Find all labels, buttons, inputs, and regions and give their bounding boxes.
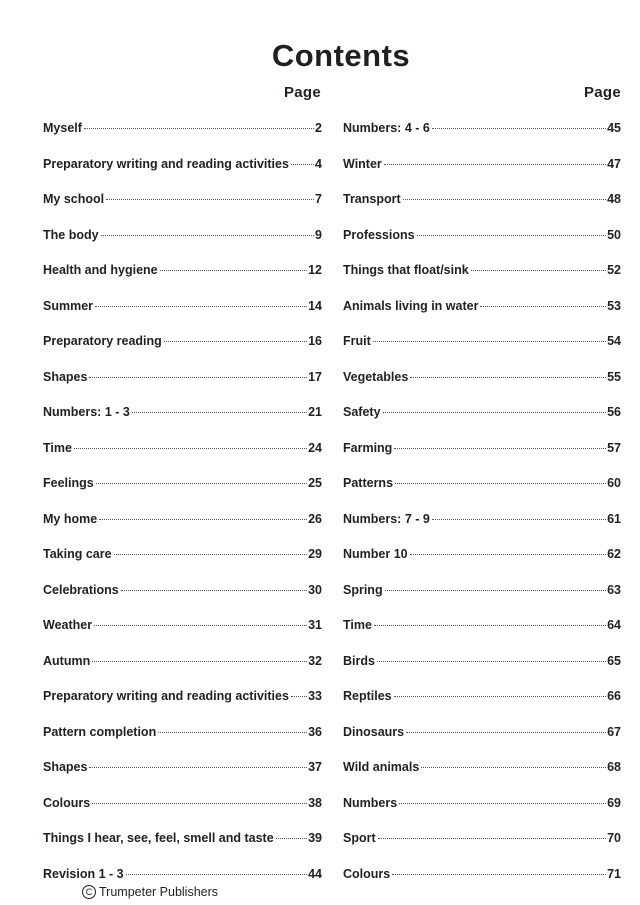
page-title: Contents — [271, 38, 411, 73]
entry-page-number: 48 — [607, 192, 621, 206]
entry-title: Colours — [43, 795, 91, 810]
entry-page-number: 30 — [308, 582, 322, 597]
entry-page-number: 29 — [308, 547, 322, 561]
dot-leader — [99, 519, 307, 520]
contents-entry — [43, 547, 322, 583]
dot-leader — [378, 838, 606, 839]
dot-leader — [291, 164, 314, 165]
entry-page-number: 7 — [315, 192, 322, 206]
entry-page-number: 26 — [308, 511, 322, 526]
contents-entry — [43, 618, 322, 654]
dot-leader — [410, 377, 606, 378]
contents-entry — [343, 725, 621, 761]
contents-entry — [43, 689, 322, 725]
entry-title: Sport — [343, 831, 376, 845]
dot-leader — [392, 874, 606, 875]
entry-title: Animals living in water — [343, 298, 479, 313]
entry-page-number: 60 — [607, 476, 621, 490]
contents-entry — [43, 405, 322, 441]
dot-leader — [291, 696, 307, 697]
entry-title: The body — [43, 227, 99, 242]
entry-title: Health and hygiene — [43, 263, 158, 277]
entry-title: Pattern completion — [43, 724, 157, 739]
contents-entry — [43, 831, 322, 867]
entry-page-number: 54 — [607, 334, 621, 348]
contents-entry — [343, 157, 621, 193]
contents-entry — [43, 512, 322, 548]
contents-entry — [343, 867, 621, 903]
publisher-name: Trumpeter Publishers — [99, 885, 219, 899]
dot-leader — [92, 803, 307, 804]
entry-page-number: 45 — [607, 121, 621, 135]
dot-leader — [432, 519, 606, 520]
entry-title: Dinosaurs — [343, 724, 405, 739]
dot-leader — [417, 235, 607, 236]
contents-entry — [43, 192, 322, 228]
contents-entry — [343, 760, 621, 796]
entry-title: Shapes — [43, 369, 88, 384]
entry-page-number: 65 — [607, 653, 621, 668]
entry-page-number: 14 — [308, 298, 322, 313]
entry-title: Professions — [343, 227, 415, 242]
entry-page-number: 52 — [607, 263, 621, 277]
footer — [82, 885, 218, 899]
entry-title: Things I hear, see, feel, smell and taste — [43, 831, 274, 845]
dot-leader — [432, 128, 606, 129]
entry-title: Preparatory writing and reading activities — [43, 689, 289, 703]
entry-page-number: 16 — [308, 334, 322, 348]
contents-entry — [343, 441, 621, 477]
dot-leader — [160, 270, 307, 271]
entry-title: Time — [343, 618, 372, 632]
entry-page-number: 67 — [607, 724, 621, 739]
contents-entry — [43, 760, 322, 796]
dot-leader — [374, 625, 606, 626]
dot-leader — [106, 199, 314, 200]
entry-title: Number 10 — [343, 547, 408, 561]
contents-entry — [343, 796, 621, 832]
contents-entry — [43, 121, 322, 157]
entry-page-number: 55 — [607, 369, 621, 384]
contents-entry — [343, 654, 621, 690]
entry-page-number: 64 — [607, 618, 621, 632]
contents-entry — [43, 370, 322, 406]
dot-leader — [377, 661, 606, 662]
entry-page-number: 32 — [308, 653, 322, 668]
dot-leader — [373, 341, 606, 342]
dot-leader — [92, 661, 307, 662]
dot-leader — [84, 128, 314, 129]
entry-page-number: 53 — [607, 298, 621, 313]
contents-entry — [343, 831, 621, 867]
dot-leader — [406, 732, 606, 733]
entry-page-number: 71 — [607, 866, 621, 881]
dot-leader — [471, 270, 606, 271]
dot-leader — [96, 483, 307, 484]
entry-title: Time — [43, 440, 72, 455]
contents-entry — [43, 334, 322, 370]
page-column-header-right: Page — [583, 84, 621, 101]
entry-page-number: 37 — [308, 760, 322, 774]
contents-entry — [343, 689, 621, 725]
entry-page-number: 68 — [607, 760, 621, 774]
contents-entry — [43, 796, 322, 832]
entry-page-number: 39 — [308, 831, 322, 845]
contents-entry — [343, 618, 621, 654]
contents-entry — [43, 583, 322, 619]
copyright-icon: C — [82, 885, 96, 899]
entry-title: Preparatory writing and reading activities — [43, 156, 289, 171]
dot-leader — [399, 803, 606, 804]
entry-title: Numbers: 4 - 6 — [343, 121, 430, 135]
entry-title: Colours — [343, 866, 391, 881]
contents-entry — [43, 654, 322, 690]
entry-page-number: 21 — [308, 405, 322, 419]
dot-leader — [276, 838, 307, 839]
entry-title: Autumn — [43, 653, 91, 668]
entry-title: Transport — [343, 192, 401, 206]
dot-leader — [95, 306, 307, 307]
entry-title: Revision 1 - 3 — [43, 866, 124, 881]
dot-leader — [383, 412, 607, 413]
dot-leader — [394, 696, 606, 697]
dot-leader — [384, 164, 606, 165]
entry-title: My school — [43, 192, 105, 206]
dot-leader — [158, 732, 307, 733]
entry-page-number: 50 — [607, 227, 621, 242]
entry-page-number: 12 — [308, 263, 322, 277]
contents-entry — [343, 476, 621, 512]
entry-page-number: 69 — [607, 795, 621, 810]
dot-leader — [132, 412, 307, 413]
dot-leader — [385, 590, 607, 591]
page-column-header-left: Page — [283, 84, 321, 101]
contents-entry — [343, 370, 621, 406]
dot-leader — [421, 767, 606, 768]
entry-title: Numbers: 7 - 9 — [343, 511, 430, 526]
entry-title: Vegetables — [343, 369, 409, 384]
contents-column-left — [43, 121, 322, 902]
entry-page-number: 44 — [308, 866, 322, 881]
dot-leader — [126, 874, 308, 875]
entry-title: Safety — [343, 405, 381, 419]
entry-title: Taking care — [43, 547, 112, 561]
entry-page-number: 57 — [607, 440, 621, 455]
entry-page-number: 33 — [308, 689, 322, 703]
contents-entry — [343, 121, 621, 157]
dot-leader — [101, 235, 314, 236]
entry-page-number: 9 — [315, 227, 322, 242]
dot-leader — [394, 448, 606, 449]
contents-entry — [343, 228, 621, 264]
entry-title: Weather — [43, 618, 93, 632]
dot-leader — [94, 625, 307, 626]
entry-title: Winter — [343, 156, 382, 171]
contents-entry — [343, 299, 621, 335]
contents-entry — [43, 441, 322, 477]
entry-title: Shapes — [43, 760, 88, 774]
contents-entry — [343, 512, 621, 548]
contents-column-right — [343, 121, 621, 902]
contents-entry — [43, 263, 322, 299]
entry-title: Feelings — [43, 476, 94, 490]
entry-title: My home — [43, 511, 98, 526]
entry-title: Spring — [343, 582, 383, 597]
entry-title: Numbers: 1 - 3 — [43, 405, 130, 419]
entry-title: Celebrations — [43, 582, 119, 597]
contents-entry — [343, 547, 621, 583]
entry-page-number: 62 — [607, 547, 621, 561]
entry-page-number: 63 — [607, 582, 621, 597]
dot-leader — [89, 377, 307, 378]
contents-entry — [343, 405, 621, 441]
contents-entry — [43, 725, 322, 761]
contents-entry — [343, 334, 621, 370]
entry-page-number: 36 — [308, 724, 322, 739]
entry-title: Patterns — [343, 476, 394, 490]
dot-leader — [114, 554, 308, 555]
entry-page-number: 31 — [308, 618, 322, 632]
entry-title: Preparatory reading — [43, 334, 162, 348]
dot-leader — [410, 554, 606, 555]
entry-page-number: 47 — [607, 156, 621, 171]
dot-leader — [480, 306, 606, 307]
contents-entry — [343, 192, 621, 228]
dot-leader — [89, 767, 307, 768]
entry-title: Farming — [343, 440, 393, 455]
contents-entry — [43, 157, 322, 193]
entry-page-number: 38 — [308, 795, 322, 810]
entry-page-number: 70 — [607, 831, 621, 845]
entry-title: Myself — [43, 121, 82, 135]
contents-entry — [43, 299, 322, 335]
entry-title: Birds — [343, 653, 375, 668]
entry-page-number: 4 — [315, 156, 322, 171]
contents-entry — [43, 476, 322, 512]
dot-leader — [395, 483, 606, 484]
entry-page-number: 56 — [607, 405, 621, 419]
contents-entry — [343, 263, 621, 299]
entry-title: Things that float/sink — [343, 263, 469, 277]
dot-leader — [121, 590, 307, 591]
contents-entry — [43, 228, 322, 264]
contents-entry — [343, 583, 621, 619]
entry-title: Summer — [43, 298, 94, 313]
entry-page-number: 66 — [607, 689, 621, 703]
entry-page-number: 61 — [607, 511, 621, 526]
entry-title: Numbers — [343, 795, 398, 810]
dot-leader — [403, 199, 606, 200]
entry-page-number: 2 — [315, 121, 322, 135]
entry-page-number: 17 — [308, 369, 322, 384]
entry-page-number: 24 — [308, 440, 322, 455]
entry-title: Fruit — [343, 334, 371, 348]
dot-leader — [164, 341, 307, 342]
entry-title: Reptiles — [343, 689, 392, 703]
dot-leader — [74, 448, 307, 449]
entry-title: Wild animals — [343, 760, 420, 774]
entry-page-number: 25 — [308, 476, 322, 490]
